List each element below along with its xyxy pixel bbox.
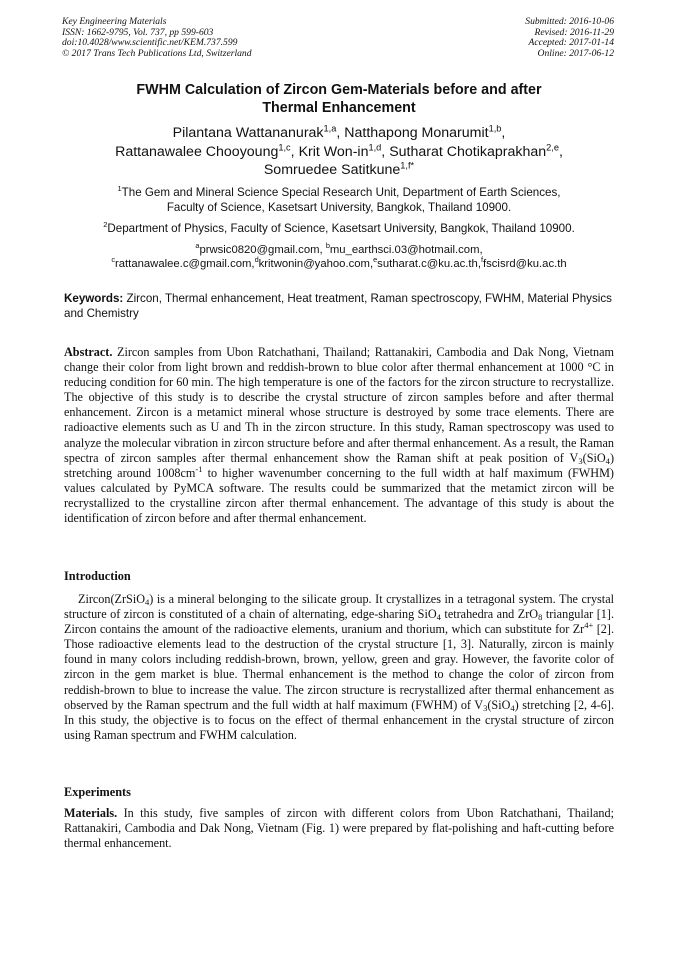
affiliation-text: Department of Physics, Faculty of Science, Kasetsart University, Bangkok, Thailand 10900. — [107, 222, 575, 235]
author-affil-mark: 1,b — [488, 123, 502, 134]
author-line — [64, 161, 614, 180]
email-separator: , — [479, 244, 483, 256]
keywords — [64, 292, 614, 322]
subscript: 3 — [578, 455, 583, 466]
author-line — [64, 143, 614, 162]
journal-name: Key Engineering Materials — [62, 16, 167, 27]
date-online: Online: 2017-06-12 — [537, 47, 614, 59]
affiliation-number: 1 — [117, 184, 122, 194]
author-affil-mark: 1,f* — [400, 160, 415, 171]
abstract-label: Abstract. — [64, 345, 113, 359]
author-affil-mark: 1,a — [323, 123, 337, 134]
affiliation-line — [64, 186, 614, 201]
email-label: d — [254, 255, 259, 265]
author-name: Natthapong Monarumit — [344, 125, 489, 141]
author-separator: , — [501, 125, 506, 141]
email-separator: , — [369, 258, 374, 271]
author-separator: , — [336, 125, 345, 141]
date-revised: Revised: 2016-11-29 — [534, 26, 614, 38]
email-label: f — [480, 255, 483, 265]
publication-dates — [525, 17, 614, 59]
abstract-text: (SiO — [582, 450, 606, 465]
body-text: tetrahedra and ZrO — [440, 607, 539, 622]
journal-copyright: © 2017 Trans Tech Publications Ltd, Switzerland — [62, 47, 252, 59]
email-label: e — [373, 255, 378, 265]
author-name: Rattanawalee Chooyoung — [115, 143, 279, 160]
section-heading-introduction: Introduction — [64, 569, 131, 583]
subscript: 4 — [605, 455, 610, 466]
affiliation-2 — [64, 222, 614, 237]
author-affil-mark: 1,c — [278, 141, 291, 152]
section-heading-experiments: Experiments — [64, 785, 131, 799]
subscript: 4 — [145, 597, 150, 607]
keywords-label: Keywords: — [64, 292, 124, 305]
body-text: ) is a mineral belonging to the silicate group. It crystallizes in a tetragonal system. The crystal structure of zircon is constituted of a chain of alternating, edge-sharing SiO — [64, 592, 614, 622]
affiliation-number: 2 — [103, 220, 108, 230]
email-line — [64, 243, 614, 257]
materials-label: Materials. — [64, 806, 118, 820]
author-line — [64, 124, 614, 143]
affiliation-text: The Gem and Mineral Science Special Research Unit, Department of Earth Sciences, — [121, 186, 561, 199]
body-text: [2]. Those radioactive elements lead to the destruction of the crystal structure [1, 3]. Naturally, zircon is mainly found in many colors including reddish-brown, brown, yellow, green and gray. However, the favorite color of zircon in the gem market is blue. Thermal enhancement is the method to change the color of zircon from reddish-brown to blue to increase the value. The zircon structure is recrystallized after thermal enhancement as observed by the Raman spectrum and the full width at half maximum (FWHM) of V — [64, 622, 614, 712]
author-name: Somruedee Satitkune — [263, 162, 401, 179]
body-text: triangular [1]. Zircon contains the amount of the radioactive elements, uranium and thorium, which can substitute for Zr — [64, 607, 614, 637]
body-text: (SiO — [487, 697, 511, 712]
email-label: a — [195, 241, 200, 251]
journal-doi: doi:10.4028/www.scientific.net/KEM.737.599 — [62, 37, 238, 49]
author-separator: , — [558, 143, 563, 160]
author-name: Krit Won-in — [298, 143, 369, 160]
abstract-text: Zircon samples from Ubon Ratchathani, Thailand; Rattanakiri, Cambodia and Dak Nong, Vietnam change their color from light brown and reddish-brown to blue color after thermal enhancement at 1000 °C in reducing condition for 60 min. The high temperature is one of the factors for the zircon structure to recrystallize. The objective of this study is to describe the crystal structure of zircon samples before and after thermal enhancement. Zircon is a metamict mineral whose structure is destroyed by some trace elements. There are radioactive elements such as U and Th in the zircon structure. In this study, Raman spectroscopy was used to analyze the molecular vibration in zircon structure before and after thermal enhancement. As a result, the Raman spectra of zircon samples after thermal enhancement show the Raman shift at peak position of V — [64, 345, 615, 465]
email-link[interactable]: rattanawalee.c@gmail.com — [115, 258, 252, 271]
email-label: b — [325, 241, 330, 251]
abstract-text: to higher wavenumber concerning to the full width at half maximum (FWHM) values calculated by PyMCA software. The results could be summarized that the metamict zircon will be recrystallized to the crystalline zircon after thermal enhancement. The advantage of this study is about the identification of zircon before and after thermal enhancement. — [64, 465, 614, 526]
superscript: -1 — [195, 463, 203, 474]
materials-paragraph — [64, 806, 614, 851]
keywords-text: Zircon, Thermal enhancement, Heat treatment, Raman spectroscopy, FWHM, Material Physics and Chemistry — [64, 292, 612, 320]
email-link[interactable]: sutharat.c@ku.ac.th — [377, 258, 478, 271]
date-submitted: Submitted: 2016-10-06 — [525, 16, 614, 27]
date-accepted: Accepted: 2017-01-14 — [528, 37, 614, 49]
body-text: ) stretching [2, 4-6]. In this study, the objective is to focus on the effect of thermal enhancement in the crystal structure of zircon using Raman spectrum and FWHM calculation. — [64, 697, 614, 742]
email-link[interactable]: prwsic0820@gmail.com — [199, 244, 320, 256]
email-separator: , — [251, 258, 255, 271]
affiliation-text: Faculty of Science, Kasetsart University, Bangkok, Thailand 10900. — [166, 200, 512, 214]
author-affil-mark: 1,d — [368, 141, 382, 152]
abstract-text: ) stretching around 1008cm — [64, 450, 614, 480]
subscript: 8 — [538, 612, 543, 623]
paper-title — [64, 81, 614, 117]
email-link[interactable]: kritwonin@yahoo.com — [258, 258, 370, 271]
subscript: 3 — [483, 702, 488, 713]
email-line — [64, 257, 614, 271]
journal-issn: ISSN: 1662-9795, Vol. 737, pp 599-603 — [62, 26, 214, 38]
author-separator: , — [381, 143, 390, 160]
email-label: c — [111, 255, 115, 265]
author-emails — [64, 243, 614, 271]
body-text: Zircon(ZrSiO — [78, 592, 146, 606]
email-link[interactable]: mu_earthsci.03@hotmail.com — [329, 244, 480, 256]
introduction-paragraph — [64, 592, 614, 743]
affiliation-1 — [64, 186, 614, 215]
email-link[interactable]: fscisrd@ku.ac.th — [483, 258, 567, 271]
email-separator: , — [319, 244, 326, 256]
title-line: FWHM Calculation of Zircon Gem-Materials before and after — [136, 82, 542, 98]
author-separator: , — [290, 143, 299, 160]
email-separator: , — [477, 258, 481, 271]
abstract — [64, 345, 614, 526]
journal-info — [62, 17, 252, 59]
author-list — [64, 124, 614, 180]
superscript: 4+ — [584, 620, 594, 631]
subscript: 4 — [510, 702, 515, 713]
author-affil-mark: 2,e — [546, 141, 559, 152]
subscript: 4 — [436, 612, 441, 623]
body-text: In this study, five samples of zircon with different colors from Ubon Ratchathani, Thailand; Rattanakiri, Cambodia and Dak Nong, Vietnam (Fig. 1) were prepared by flat-polishing and haft-cutting before thermal enhancement. — [64, 806, 614, 851]
author-name: Sutharat Chotikaprakhan — [389, 143, 547, 160]
title-line: Thermal Enhancement — [262, 100, 416, 116]
author-name: Pilantana Wattananurak — [172, 125, 324, 141]
